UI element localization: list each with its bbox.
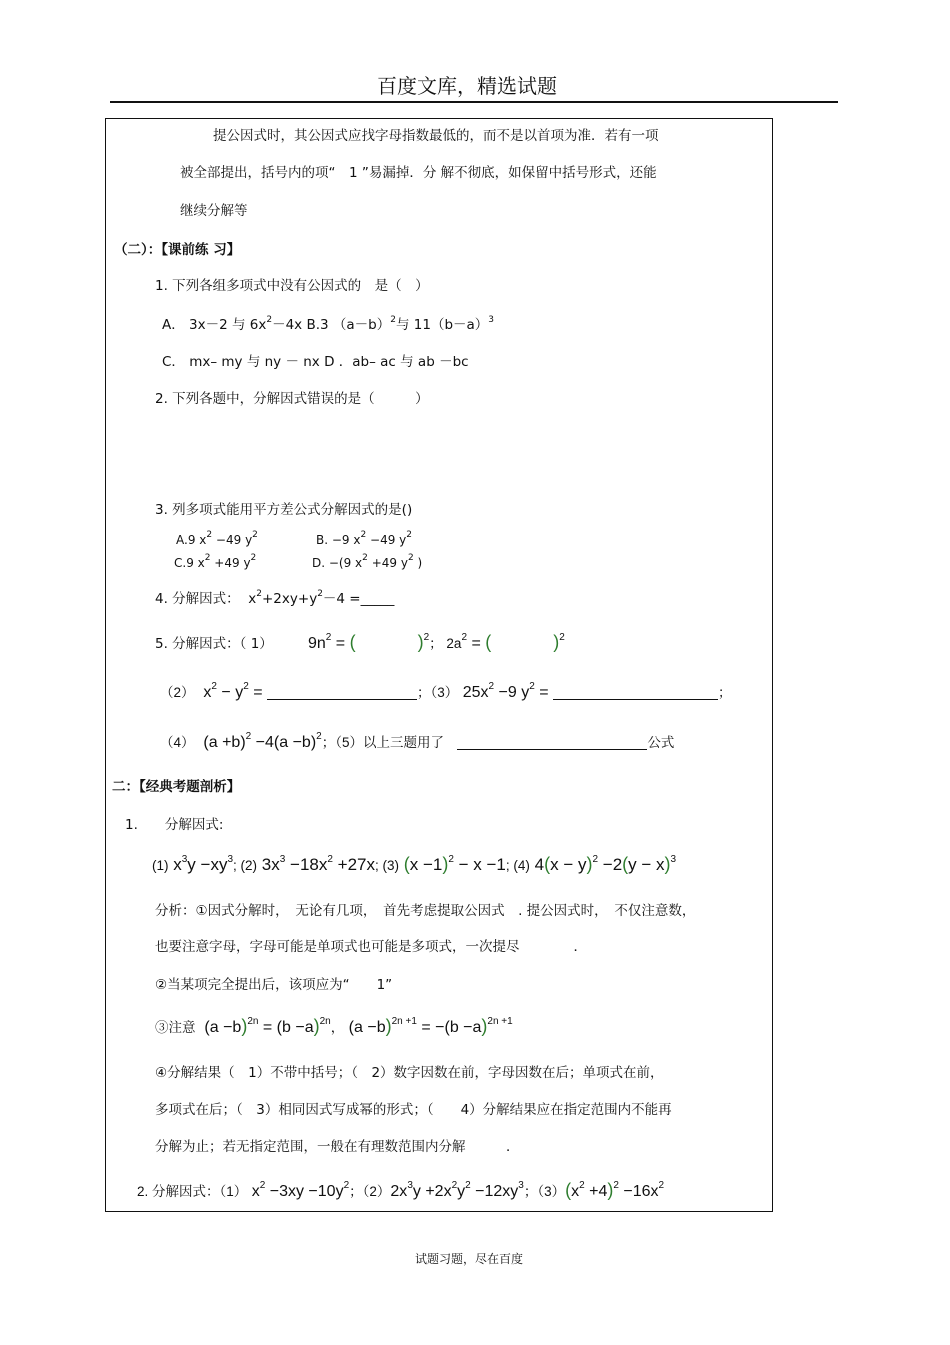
- q3-stem: 3. 列多项式能用平方差公式分解因式的是(): [155, 502, 413, 518]
- q4-label: 4. 分解因式：: [155, 591, 240, 607]
- c1-analysis-3: ②当某项完全提出后，该项应为“ 1”: [155, 977, 393, 993]
- q1-options-row-2: C． mx– my 与 ny － nx D ．ab– ac 与 ab －bc: [162, 354, 469, 370]
- q2-stem: 2. 下列各题中，分解因式错误的是（ ）: [155, 391, 429, 407]
- q3-option-b: B. −9 $x^2 -49$ $y^2$: [316, 530, 412, 547]
- c1-result-1: ④分解结果（ 1）不带中括号；（ 2）数字因数在前，字母因数在后；单项式在前，: [155, 1065, 664, 1081]
- intro-line-2: 被全部提出，括号内的项“ 1 ”易漏掉．分 解不彻底，如保留中括号形式，还能: [180, 165, 657, 181]
- q1-option-b: －4x B.3 （a－b）: [272, 317, 391, 333]
- q1-options-row-1: A． 3x－2 与 $6x^2-4x$ B.3 $(a-b)^2$与 $11(b-a)^3$: [162, 315, 495, 333]
- q5-part-1: $9n^2$ = ( )$^2$； $2a^2$ = ( )$^2$: [308, 632, 565, 652]
- q5-part-2-3: （2） $x^2 - y^2$ = ；（3） $25x^2 -9$ $y^2$ = ；: [160, 681, 732, 701]
- q1-option-b-tail: 与 11（b－a）: [395, 317, 489, 333]
- q1-stem: 1. 下列各组多项式中没有公因式的 是（ ）: [155, 278, 429, 294]
- q3-option-a: A.9 $x^2 -49$ $y^2$: [176, 530, 258, 547]
- c1-analysis-2: 也要注意字母，字母可能是单项式也可能是多项式，一次提尽 ．: [155, 939, 587, 955]
- q4-line: 4. 分解因式： $x^2+2xy+y^2-4$ =_____: [155, 589, 395, 607]
- c1-result-3: 分解为止；若无指定范围，一般在有理数范围内分解 ．: [155, 1139, 520, 1155]
- intro-line-3: 继续分解等: [180, 203, 248, 219]
- c1-label: 1. 分解因式:: [125, 817, 224, 833]
- c1-note: ③注意 $(a -b)^{2n} = (b -a)^{2n}$， $(a -b)^{2n +1} = -(b -a)^{2n +1}$: [155, 1016, 513, 1036]
- q3-option-d: D. −(9 $x^2 +49$ $y^2$ ): [312, 553, 423, 570]
- q1-option-a: A． 3x－2 与 6x: [162, 317, 267, 333]
- c1-analysis-1: 分析：①因式分解时， 无论有几项， 首先考虑提取公因式 . 提公因式时， 不仅注意数，: [155, 903, 696, 919]
- q3-option-c: C.9 $x^2 +49$ $y^2$: [174, 553, 257, 570]
- q5-part-4-5: （4） $(a +b)^2 -4(a -b)^2$；（5）以上三题用了 公式: [160, 731, 675, 751]
- section-heading-classic: 二：【经典考题剖析】: [112, 779, 241, 795]
- q5-label: 5. 分解因式：（ 1）: [155, 636, 273, 652]
- c2-expressions: 2. 分解因式：（1） $x^2 -3xy -10y^2$；$(2)2x^3y +2x^2y^2 -12xy^3$；$(3)(x^2 +4)^2 -16x^2$: [137, 1180, 665, 1200]
- c1-expressions: (1) $x^3y -xy^3$; (2) $3x^3 -18x^2 +27x$; (3) $(x -1)^2 - x -1$; (4) $4(x - y)^2 -2(y - x)^3$: [152, 854, 677, 874]
- intro-line-1: 提公因式时，其公因式应找字母指数最低的，而不是以首项为准．若有一项: [213, 128, 659, 144]
- page-footer: 试题习题，尽在百度: [414, 1252, 523, 1266]
- header-divider: [110, 101, 838, 103]
- section-heading-practice: （二）：【课前练 习】: [114, 242, 241, 258]
- page-title: 百度文库，精选试题: [377, 74, 557, 98]
- c1-result-2: 多项式在后；（ 3）相同因式写成幂的形式；（ 4）分解结果应在指定范围内不能再: [155, 1102, 672, 1118]
